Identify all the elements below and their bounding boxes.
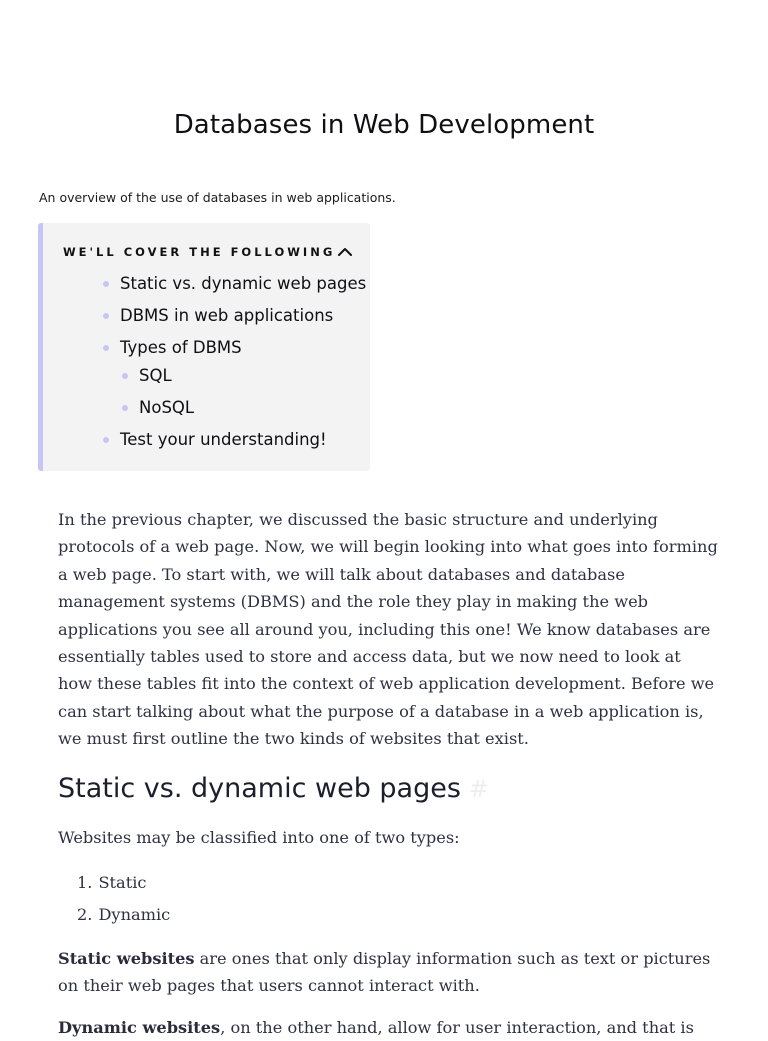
page-summary: An overview of the use of databases in web applications. xyxy=(39,190,396,205)
static-term: Static websites xyxy=(58,949,195,969)
toc-item-sql[interactable]: SQL xyxy=(122,364,366,396)
toc-list xyxy=(103,272,366,460)
list-number: 2. xyxy=(77,905,93,925)
list-item-label: Static xyxy=(98,873,147,893)
toc-header[interactable] xyxy=(63,244,355,260)
toc-heading: WE'LL COVER THE FOLLOWING xyxy=(63,245,336,259)
page-title: Databases in Web Development xyxy=(173,110,595,140)
types-intro-paragraph: Websites may be classified into one of two types: xyxy=(58,827,460,847)
list-number: 1. xyxy=(77,873,93,893)
static-definition: are ones that only display information such as text or pictures on their web pages that users cannot interact with. xyxy=(58,949,711,996)
section-heading-text: Static vs. dynamic web pages xyxy=(58,772,461,804)
toc-item-types-of-dbms[interactable]: Types of DBMS xyxy=(103,336,366,368)
anchor-link-icon[interactable]: # xyxy=(468,774,490,803)
toc-item-nosql[interactable]: NoSQL xyxy=(122,396,366,428)
toc-item-dbms-in-web-applications[interactable]: DBMS in web applications xyxy=(103,304,366,336)
list-item-label: Dynamic xyxy=(98,905,171,925)
chevron-up-icon[interactable] xyxy=(335,244,355,260)
list-item xyxy=(77,867,718,899)
dynamic-term: Dynamic websites xyxy=(58,1017,221,1037)
website-types-list xyxy=(77,867,718,931)
article-body xyxy=(58,506,718,1041)
section-heading-static-vs-dynamic xyxy=(58,769,718,809)
table-of-contents xyxy=(38,223,370,471)
toc-item-static-vs-dynamic[interactable]: Static vs. dynamic web pages xyxy=(103,272,366,304)
dynamic-definition-paragraph xyxy=(58,1014,718,1041)
static-definition-paragraph xyxy=(58,945,718,1000)
dynamic-definition: , on the other hand, allow for user interaction, and that is xyxy=(220,1017,694,1037)
toc-item-test-your-understanding[interactable]: Test your understanding! xyxy=(103,428,366,460)
list-item xyxy=(77,899,718,931)
intro-paragraph: In the previous chapter, we discussed the basic structure and underlying protocols of a web page. Now, we will begin looking into what goes into forming a web page. To start with, we will talk about databases and database management systems (DBMS) and the role they play in making the web applications you see all around you, including this one! We know databases are essentially tables used to store and access data, but we now need to look at how these tables fit into the context of web application development. Before we can start talking about what the purpose of a database in a web application is, we must first outline the two kinds of websites that exist. xyxy=(58,510,718,749)
